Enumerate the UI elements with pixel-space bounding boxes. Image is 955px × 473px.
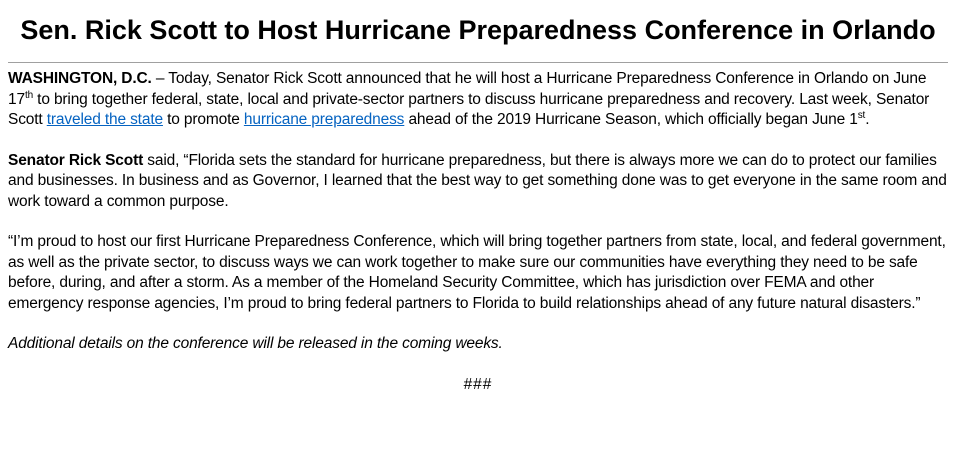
paragraph-closing-note (8, 334, 948, 355)
paragraph-text: to promote (162, 111, 244, 128)
paragraph-text: – Today, Senator Rick Scott announced that he will host a Hurricane Preparedness Conference in Orlando on June 17 (8, 70, 927, 108)
closing-note-text: Additional details on the conference will be released in the coming weeks. (8, 335, 503, 352)
paragraph-text: said, “Florida sets the standard for hurricane preparedness, but there is always more we can do to protect our families and businesses. In business and as Governor, I learned that the best way to get something done was to get everyone in the same room and work toward a common purpose. (8, 151, 947, 210)
paragraph-text: . (865, 111, 870, 128)
paragraph-quote: “I’m proud to host our first Hurricane Preparedness Conference, which will bring together partners from state, local, and federal government, as well as the private sector, to discuss ways we can work together to make sure our communities have everything they need to be safe before, during, and after a storm. As a member of the Homeland Security Committee, which has jurisdiction over FEMA and other emergency response agencies, I’m proud to bring federal partners to Florida to build relationships ahead of any future natural disasters.” (8, 233, 946, 312)
paragraph-quote-intro (8, 151, 948, 213)
dateline: WASHINGTON, D.C. (8, 70, 152, 87)
title-divider (8, 62, 948, 63)
paragraph-text: ahead of the 2019 Hurricane Season, which officially began June 1 (404, 111, 858, 128)
paragraph-text: to bring together federal, state, local and private-sector partners to discuss hurricane preparedness and recovery. Last week, Senator Scott (8, 90, 930, 128)
ordinal-suffix: th (24, 89, 33, 101)
end-of-release-mark: ### (463, 375, 493, 393)
ordinal-suffix: st (857, 109, 866, 121)
traveled-the-state-link[interactable]: traveled the state (46, 111, 163, 128)
page-title: Sen. Rick Scott to Host Hurricane Preparedness Conference in Orlando (20, 15, 936, 45)
paragraph-announcement (8, 69, 948, 131)
speaker-name: Senator Rick Scott (8, 151, 144, 169)
press-release (8, 0, 948, 395)
hurricane-preparedness-link[interactable]: hurricane preparedness (243, 111, 405, 128)
article-body (8, 69, 948, 395)
